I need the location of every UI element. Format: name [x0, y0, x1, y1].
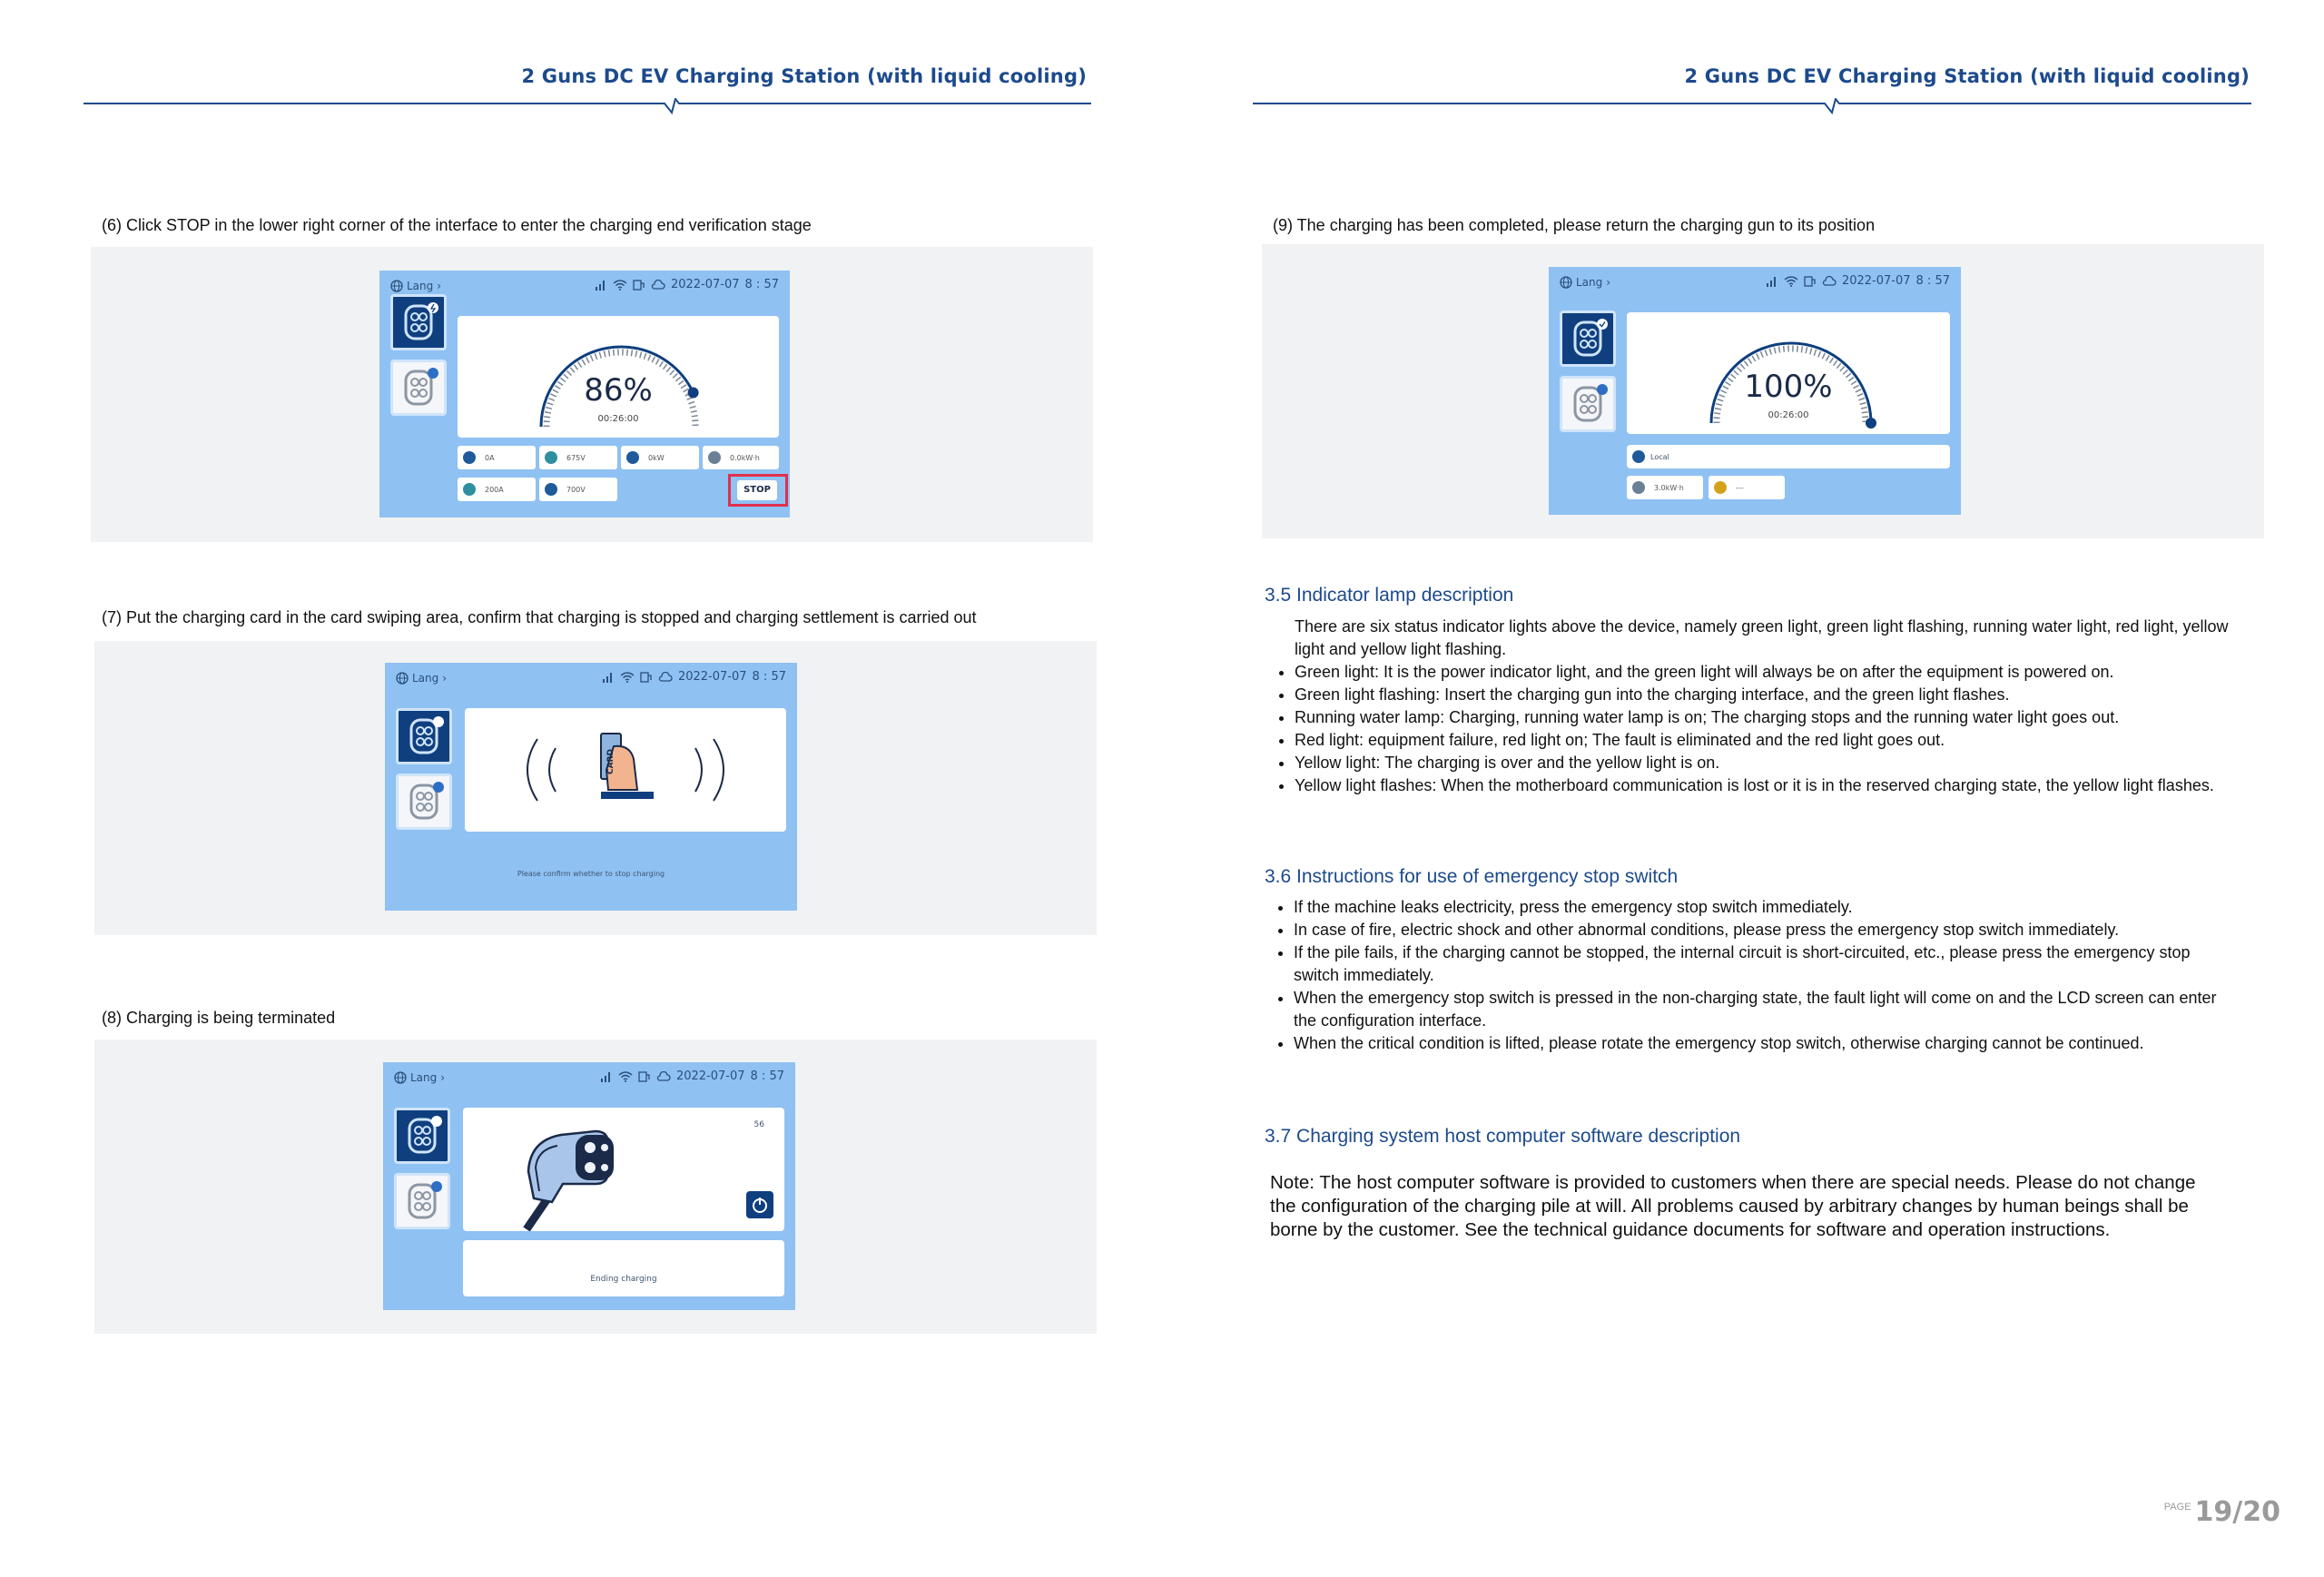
status-bar — [595, 278, 779, 291]
gauge-panel — [1627, 312, 1950, 434]
gun-connector-icon — [1562, 313, 1613, 364]
list-item: • Green light flashing: Insert the charging gun into the charging interface, and the green light flashes. — [1295, 684, 2231, 706]
list-item: • When the critical condition is lifted, please rotate the emergency stop switch, otherwise charging cannot be continued. — [1294, 1032, 2236, 1055]
list-item: • Red light: equipment failure, red light on; The fault is eliminated and the red light goes out. — [1295, 729, 2231, 752]
power-icon — [626, 451, 639, 464]
list-item: • When the emergency stop switch is pressed in the non-charging state, the fault light will come on and the LCD screen can enter the configuration interface. — [1294, 987, 2236, 1032]
signal-icon — [602, 672, 615, 683]
gun-connector-icon — [397, 1176, 448, 1227]
status-bar — [602, 670, 786, 684]
step-8-label: (8) Charging is being terminated — [102, 1009, 336, 1027]
chip-energy: 3.0kW·h — [1627, 476, 1703, 499]
charger-icon — [640, 672, 653, 683]
gun-1-tile[interactable] — [396, 708, 452, 764]
ending-status-panel — [463, 1240, 784, 1296]
lang-selector[interactable] — [1560, 276, 1610, 289]
page-number — [2164, 1496, 2280, 1528]
page-header-title-left: 2 Guns DC EV Charging Station (with liquid cooling) — [521, 65, 1087, 87]
cloud-icon — [651, 280, 665, 291]
status-bar — [600, 1069, 784, 1083]
signal-icon — [600, 1071, 613, 1082]
section-3-7-heading: 3.7 Charging system host computer software description — [1265, 1126, 1741, 1147]
status-date: 2022-07-07 — [1841, 274, 1911, 288]
gun-2-tile[interactable] — [394, 1173, 450, 1229]
card-swipe-panel — [465, 708, 786, 832]
gun-connector-icon — [1562, 379, 1613, 429]
page-value: 19/20 — [2194, 1496, 2280, 1528]
gun-connector-icon — [393, 297, 444, 348]
step-9-screen — [1549, 267, 1961, 515]
page-label: PAGE — [2163, 1502, 2191, 1513]
energy-icon — [708, 451, 721, 464]
header-divider-right — [1253, 98, 2251, 114]
list-item: • In case of fire, electric shock and other abnormal conditions, please press the emergency stop switch immediately. — [1294, 919, 2236, 941]
list-item: • If the pile fails, if the charging cannot be stopped, the internal circuit is short-circuited, etc., please press the emergency stop switch immediately. — [1294, 941, 2236, 987]
wifi-icon — [618, 1071, 633, 1082]
section-3-5-intro: There are six status indicator lights above the device, namely green light, green light flashing, running water light, red light, yellow light and yellow light flashing. — [1295, 617, 2229, 658]
status-time: 8 : 57 — [1915, 274, 1950, 288]
section-3-5-heading: 3.5 Indicator lamp description — [1265, 585, 1514, 606]
globe-icon — [390, 280, 403, 292]
status-date: 2022-07-07 — [677, 670, 747, 684]
charge-timer: 00:26:00 — [1768, 410, 1809, 420]
power-icon — [746, 1191, 773, 1218]
status-bar — [1766, 274, 1950, 288]
step-9-label: (9) The charging has been completed, please return the charging gun to its position — [1273, 216, 1876, 234]
gun-1-tile[interactable] — [394, 1108, 450, 1164]
charge-percent: 100% — [1744, 369, 1833, 405]
chip-power: 0kW — [621, 446, 699, 469]
stop-confirm-prompt: Please confirm whether to stop charging — [517, 870, 665, 878]
gun-1-tile[interactable] — [1560, 310, 1616, 367]
step-6-label: (6) Click STOP in the lower right corner of the interface to enter the charging end verification stage — [102, 216, 812, 234]
gauge-panel — [458, 316, 779, 438]
lang-label: Lang — [407, 280, 434, 292]
globe-icon — [394, 1071, 407, 1084]
wifi-icon — [620, 672, 635, 683]
gun-connector-icon — [393, 362, 444, 413]
energy-icon — [1632, 481, 1645, 494]
countdown-label: 56 — [753, 1120, 764, 1129]
chevron-right-icon: › — [437, 280, 442, 292]
gun-connector-icon — [399, 711, 449, 762]
chip-energy: 0.0kW·h — [703, 446, 779, 469]
stop-button[interactable]: STOP — [737, 480, 777, 500]
chip-max-voltage: 700V — [539, 478, 617, 501]
coin-icon — [1714, 481, 1727, 494]
charger-icon — [638, 1071, 651, 1082]
chip-cost: --- — [1709, 476, 1785, 499]
wifi-icon — [613, 280, 627, 291]
step-6-screen — [379, 271, 790, 517]
cloud-icon — [1822, 276, 1837, 287]
gun-connector-icon — [397, 1110, 448, 1161]
chevron-right-icon: › — [442, 672, 448, 685]
local-icon — [1632, 450, 1645, 463]
gun-2-tile[interactable] — [390, 360, 447, 416]
lang-label: Lang — [1576, 276, 1603, 289]
chevron-right-icon: › — [1606, 276, 1611, 289]
chip-current: 0A — [458, 446, 536, 469]
cloud-icon — [658, 672, 673, 683]
status-date: 2022-07-07 — [675, 1069, 745, 1083]
list-item: • Yellow light flashes: When the motherboard communication is lost or it is in the reserved charging state, the yellow light flashes. — [1295, 774, 2231, 797]
card-swipe-illustration — [465, 708, 786, 832]
page-header-title-right: 2 Guns DC EV Charging Station (with liquid cooling) — [1684, 65, 2250, 87]
gun-1-tile[interactable] — [390, 294, 447, 350]
list-item: • If the machine leaks electricity, press the emergency stop switch immediately. — [1294, 896, 2236, 919]
gun-2-tile[interactable] — [396, 774, 452, 830]
header-divider-left — [84, 98, 1091, 114]
globe-icon — [396, 672, 409, 685]
section-3-7-note: Note: The host computer software is provided to customers when there are special needs. Please do not change the configuration of the charging pile at will. All problems caused by arbitrary changes by human beings shall be borne by the customer. See the technical guidance documents for software and operation instructions. — [1270, 1172, 2196, 1240]
lang-selector[interactable] — [396, 672, 447, 685]
list-item: • Running water lamp: Charging, running water lamp is on; The charging stops and the running water light goes out. — [1295, 706, 2231, 729]
status-date: 2022-07-07 — [670, 278, 740, 291]
section-3-6-heading: 3.6 Instructions for use of emergency stop switch — [1265, 866, 1679, 887]
lang-label: Lang — [412, 672, 439, 685]
step-7-screen — [385, 663, 797, 911]
card-label: CARD — [606, 749, 615, 774]
section-3-5-list — [1275, 661, 2231, 797]
chip-voltage: 675V — [539, 446, 617, 469]
chevron-right-icon: › — [440, 1071, 446, 1084]
lang-selector[interactable] — [390, 280, 441, 292]
charging-gun-illustration — [463, 1108, 784, 1231]
status-time: 8 : 57 — [750, 1069, 784, 1083]
cloud-icon — [656, 1071, 671, 1082]
ending-status-text: Ending charging — [590, 1275, 657, 1284]
chip-max-current: 200A — [458, 478, 536, 501]
voltage-icon — [545, 451, 557, 464]
current-icon — [463, 451, 476, 464]
power-button[interactable] — [746, 1191, 773, 1218]
local-row: Local — [1627, 445, 1950, 468]
signal-icon — [595, 280, 607, 291]
section-3-6-list — [1274, 896, 2236, 1055]
gun-2-tile[interactable] — [1560, 376, 1616, 432]
wifi-icon — [1784, 276, 1798, 287]
lang-label: Lang — [410, 1071, 438, 1084]
gun-illustration-panel — [463, 1108, 784, 1231]
max-voltage-icon — [545, 483, 557, 496]
charger-icon — [1804, 276, 1817, 287]
charge-timer: 00:26:00 — [597, 414, 639, 424]
status-time: 8 : 57 — [744, 278, 779, 291]
step-7-label: (7) Put the charging card in the card swiping area, confirm that charging is stopped and charging settlement is carried out — [102, 608, 977, 626]
lang-selector[interactable] — [394, 1071, 445, 1084]
globe-icon — [1560, 276, 1572, 289]
status-time: 8 : 57 — [752, 670, 786, 684]
list-item: • Yellow light: The charging is over and the yellow light is on. — [1295, 752, 2231, 774]
max-current-icon — [463, 483, 476, 496]
charge-percent: 86% — [584, 372, 653, 409]
charger-icon — [633, 280, 645, 291]
signal-icon — [1766, 276, 1778, 287]
step-8-screen — [383, 1062, 795, 1310]
gun-connector-icon — [399, 776, 449, 827]
list-item: • Green light: It is the power indicator light, and the green light will always be on after the equipment is powered on. — [1295, 661, 2231, 684]
